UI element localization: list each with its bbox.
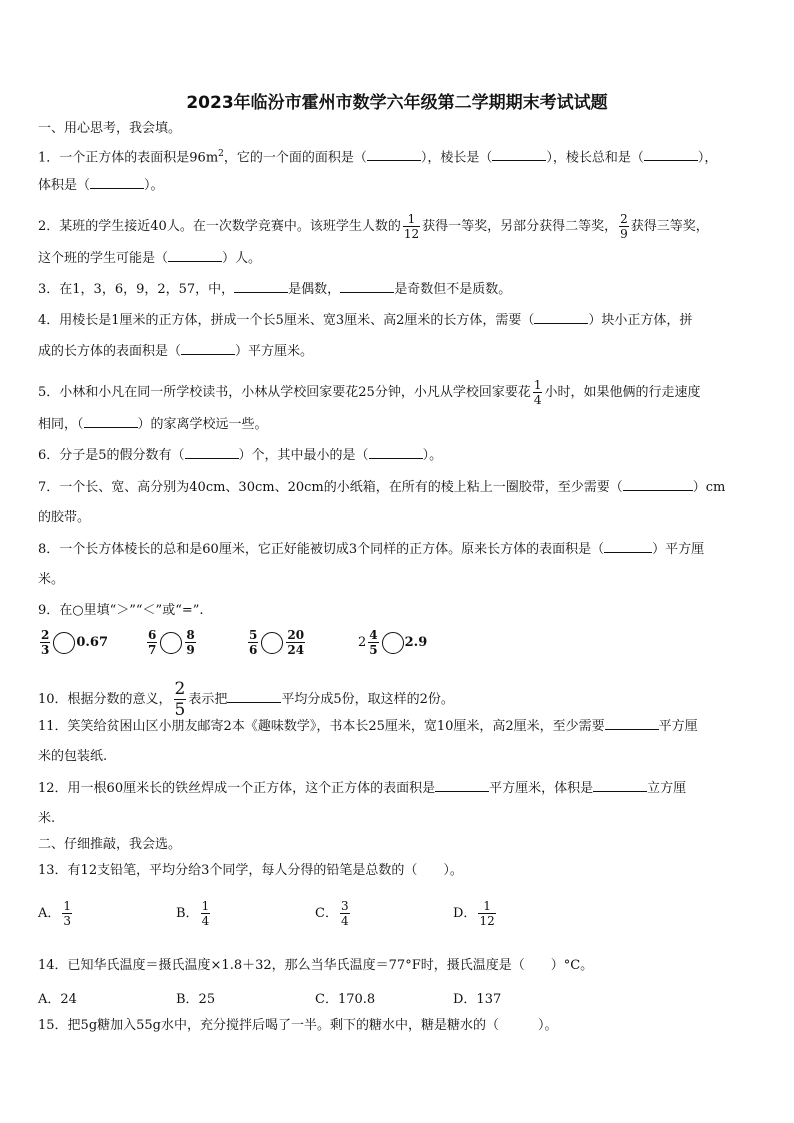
fraction xyxy=(185,628,195,657)
denominator: 24 xyxy=(287,643,305,657)
question-12-cont xyxy=(38,810,55,828)
option-d[interactable] xyxy=(453,899,498,928)
q7-text-a: 7．一个长、宽、高分别为40cm、30cm、20cm的小纸箱，在所有的棱上粘上一圈胶带，至少需要（ xyxy=(38,480,623,495)
q1-text-d: ），棱长总和是（ xyxy=(546,150,644,166)
denominator: 5 xyxy=(174,700,186,720)
q12-text-c: 立方厘 xyxy=(647,781,687,796)
question-2 xyxy=(38,212,709,241)
answer-blank[interactable] xyxy=(234,280,288,293)
q7-text-b: ）cm xyxy=(692,480,726,495)
answer-blank[interactable] xyxy=(367,148,421,161)
numerator: 6 xyxy=(148,628,157,642)
q10-text-c: 平均分成5份，取这样的2份。 xyxy=(281,692,454,707)
q2-text-e: ）人。 xyxy=(222,251,262,266)
question-13 xyxy=(38,862,463,880)
q1-text-b: ，它的一个面的面积是（ xyxy=(223,150,367,166)
q1-text-a: 1．一个正方体的表面积是96m xyxy=(38,150,219,166)
question-9 xyxy=(38,602,204,620)
question-10 xyxy=(38,679,454,720)
q3-text-c: 是奇数但不是质数。 xyxy=(394,282,512,297)
numerator: 1 xyxy=(478,899,495,914)
q12-text-a: 12．用一根60厘米长的铁丝焊成一个正方体，这个正方体的表面积是 xyxy=(38,781,436,796)
question-11-cont xyxy=(38,748,107,766)
numerator: 1 xyxy=(63,899,72,913)
fraction xyxy=(403,212,420,241)
denominator: 7 xyxy=(148,643,157,657)
q6-text-c: ）。 xyxy=(422,448,443,463)
fraction xyxy=(62,899,72,928)
option-a[interactable] xyxy=(38,899,74,928)
q1-text-g: ）。 xyxy=(144,178,164,193)
compare-circle[interactable] xyxy=(160,632,182,654)
compare-value: 0.67 xyxy=(76,635,109,650)
question-5-cont xyxy=(38,415,268,434)
compare-circle[interactable] xyxy=(382,632,404,654)
section-heading-choice: 二、仔细推敲，我会选。 xyxy=(38,837,182,852)
numerator: 20 xyxy=(287,628,305,642)
question-2-cont xyxy=(38,249,261,268)
q8-text-c: 米。 xyxy=(38,572,65,587)
q4-text-c: 成的长方体的表面积是（ xyxy=(38,344,182,359)
option-c[interactable]: C．170.8 xyxy=(315,992,376,1007)
q6-text-a: 6．分子是5的假分数有（ xyxy=(38,448,185,463)
answer-blank[interactable] xyxy=(369,446,423,459)
denominator: 12 xyxy=(403,227,420,241)
q4-text-b: ）块小正方体，拼 xyxy=(588,313,693,328)
section-heading-fill: 一、用心思考，我会填。 xyxy=(38,121,182,136)
q3-text-a: 3．在1，3，6，9，2，57，中， xyxy=(38,282,235,297)
denominator: 12 xyxy=(479,914,495,928)
denominator: 9 xyxy=(186,643,195,657)
q1-sup: 2 xyxy=(218,149,224,159)
q8-text-b: ）平方厘 xyxy=(652,542,705,557)
numerator: 1 xyxy=(201,899,210,913)
q8-text-a: 8．一个长方体棱长的总和是60厘米，它正好能被切成3个同样的正方体。原来长方体的表面积是（ xyxy=(38,542,605,557)
numerator: 1 xyxy=(533,378,542,392)
denominator: 6 xyxy=(249,643,258,657)
q15-text: 15．把5g糖加入55g水中，充分搅拌后喝了一半。剩下的糖水中，糖是糖水的（ ）。 xyxy=(38,1018,558,1033)
mixed-integer: 2 xyxy=(358,635,367,650)
comparison-3 xyxy=(246,628,307,657)
fraction xyxy=(340,899,350,928)
answer-blank[interactable] xyxy=(623,478,693,491)
answer-blank[interactable] xyxy=(435,779,489,792)
numerator: 5 xyxy=(249,628,258,642)
option-b[interactable]: B．25 xyxy=(176,992,216,1007)
question-15 xyxy=(38,1017,558,1035)
q1-text-f: 体积是（ xyxy=(38,178,91,193)
q12-text-d: 米. xyxy=(38,811,56,826)
denominator: 3 xyxy=(63,914,72,928)
option-a[interactable]: A．24 xyxy=(38,992,77,1007)
question-12 xyxy=(38,779,686,798)
question-1 xyxy=(38,145,717,167)
fraction xyxy=(478,899,495,928)
option-label: C． xyxy=(315,906,338,921)
fraction xyxy=(201,899,211,928)
fraction xyxy=(286,628,305,657)
q2-text-d: 这个班的学生可能是（ xyxy=(38,251,169,266)
comparison-4 xyxy=(358,628,427,657)
option-c[interactable] xyxy=(315,899,352,928)
question-8 xyxy=(38,540,704,559)
q2-text-a: 2．某班的学生接近40人。在一次数学竞赛中。该班学生人数的 xyxy=(38,219,401,234)
q11-text-b: 平方厘 xyxy=(658,719,698,734)
numerator: 3 xyxy=(340,899,349,913)
denominator: 9 xyxy=(620,227,628,241)
q7-text-c: 的胶带。 xyxy=(38,510,91,525)
q4-text-a: 4．用棱长是1厘米的正方体，拼成一个长5厘米、宽3厘米、高2厘米的长方体，需要（ xyxy=(38,313,535,328)
answer-blank[interactable] xyxy=(604,540,652,553)
denominator: 5 xyxy=(369,643,378,657)
question-1-cont xyxy=(38,176,164,195)
answer-blank[interactable] xyxy=(340,280,394,293)
numerator: 4 xyxy=(369,628,378,642)
answer-blank[interactable] xyxy=(227,690,281,703)
q10-text-a: 10．根据分数的意义， xyxy=(38,692,172,707)
q11-text-a: 11．笑笑给贫困山区小朋友邮寄2本《趣味数学》，书本长25厘米，宽10厘米，高2厘米，至少需要 xyxy=(38,719,605,734)
q5-text-a: 5．小林和小凡在同一所学校读书，小林从学校回家要花25分钟，小凡从学校回家要花 xyxy=(38,385,531,400)
answer-blank[interactable] xyxy=(84,415,138,428)
q1-text-e: ）， xyxy=(697,150,718,166)
denominator: 3 xyxy=(41,643,50,657)
denominator: 4 xyxy=(340,914,349,928)
question-6 xyxy=(38,446,442,465)
comparison-2 xyxy=(145,628,198,657)
fraction xyxy=(619,212,629,241)
question-7 xyxy=(38,478,725,497)
fraction xyxy=(174,679,187,720)
question-4 xyxy=(38,311,692,330)
question-4-cont xyxy=(38,342,313,361)
comparison-1 xyxy=(38,628,108,657)
answer-blank[interactable] xyxy=(534,311,588,324)
fraction xyxy=(248,628,258,657)
fraction xyxy=(147,628,157,657)
q5-text-d: ）的家离学校远一些。 xyxy=(137,417,268,432)
numerator: 1 xyxy=(403,212,420,227)
option-label: A． xyxy=(38,906,61,921)
q1-text-c: ），棱长是（ xyxy=(420,150,493,166)
option-label: B． xyxy=(176,906,199,921)
q2-text-b: 获得一等奖，另部分获得二等奖， xyxy=(422,219,618,234)
compare-value: 2.9 xyxy=(404,635,428,650)
question-7-cont xyxy=(38,509,90,527)
answer-blank[interactable] xyxy=(90,176,144,189)
q3-text-b: 是偶数， xyxy=(288,282,341,297)
denominator: 4 xyxy=(201,914,210,928)
q4-text-d: ）平方厘米。 xyxy=(235,344,314,359)
option-label: D． xyxy=(453,906,477,921)
q5-text-c: 相同，（ xyxy=(38,417,84,432)
compare-circle[interactable] xyxy=(53,632,75,654)
compare-circle[interactable] xyxy=(261,632,283,654)
answer-blank[interactable] xyxy=(644,148,698,161)
question-5 xyxy=(38,378,700,407)
question-14 xyxy=(38,957,593,975)
numerator: 8 xyxy=(186,628,195,642)
q2-text-c: 获得三等奖， xyxy=(630,219,709,234)
option-b[interactable] xyxy=(176,899,212,928)
denominator: 4 xyxy=(533,393,542,407)
answer-blank[interactable] xyxy=(181,342,235,355)
page-title: 2023年临汾市霍州市数学六年级第二学期期末考试试题 xyxy=(186,93,608,113)
question-11 xyxy=(38,717,698,736)
q11-text-c: 米的包装纸. xyxy=(38,749,108,764)
fraction xyxy=(368,628,378,657)
q9-text-a: 9．在○里填“＞”“＜”或“=”. xyxy=(38,603,204,618)
q12-text-b: 平方厘米，体积是 xyxy=(489,781,594,796)
answer-blank[interactable] xyxy=(605,717,659,730)
numerator: 2 xyxy=(174,679,186,699)
q6-text-b: ）个，其中最小的是（ xyxy=(238,448,369,463)
fraction xyxy=(533,378,543,407)
numerator: 2 xyxy=(620,212,628,226)
q13-text: 13．有12支铅笔，平均分给3个同学，每人分得的铅笔是总数的（ ）。 xyxy=(38,863,463,878)
q5-text-b: 小时，如果他俩的行走速度 xyxy=(544,385,701,400)
fraction xyxy=(40,628,50,657)
answer-blank[interactable] xyxy=(168,249,222,262)
numerator: 2 xyxy=(41,628,50,642)
q10-text-b: 表示把 xyxy=(188,692,228,707)
answer-blank[interactable] xyxy=(492,148,546,161)
question-8-cont xyxy=(38,571,64,589)
q14-text: 14．已知华氏温度＝摄氏温度×1.8＋32，那么当华氏温度＝77°F时，摄氏温度是（ ）°C。 xyxy=(38,958,594,973)
question-3 xyxy=(38,280,511,299)
answer-blank[interactable] xyxy=(593,779,647,792)
option-d[interactable]: D．137 xyxy=(453,992,502,1007)
answer-blank[interactable] xyxy=(185,446,239,459)
